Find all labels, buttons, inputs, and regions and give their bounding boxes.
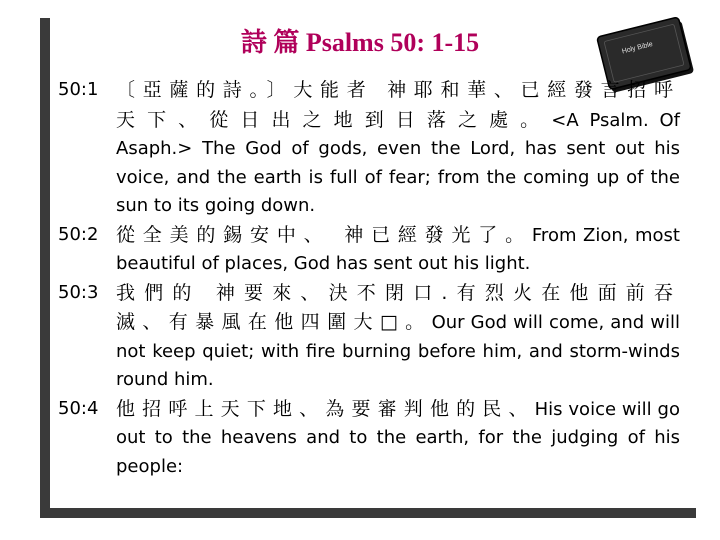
- verse-number: 50:1: [58, 79, 99, 100]
- verse-50-2: [58, 221, 680, 279]
- verse-text: [116, 279, 680, 395]
- verse-text: [116, 221, 680, 279]
- verse-chinese: 我們的 神要來、決不閉口.有烈火在他面前吞滅、有暴風在他四圍大□。: [116, 281, 680, 333]
- verse-english: His voice will go out to the heavens and to the earth, for the judging of his people:: [116, 398, 680, 477]
- verse-english: From Zion, most beautiful of places, God has sent out his light.: [116, 224, 680, 274]
- slide-title: 詩 篇 Psalms 50: 1-15: [240, 28, 480, 57]
- verse-number: 50:3: [58, 281, 99, 303]
- verse-50-3: [58, 279, 680, 395]
- verse-chinese: 從全美的錫安中、 神已經發光了。: [116, 223, 532, 246]
- verse-english: <A Psalm. Of Asaph.> The God of gods, even the Lord, has sent out his voice, and the earth is full of fear; from the coming up of the sun to its going down.: [116, 109, 680, 216]
- bottom-border-bar: [40, 508, 696, 518]
- verse-chinese: 他招呼上天下地、為要審判他的民、: [116, 397, 535, 420]
- verse-number: 50:2: [58, 223, 99, 245]
- verse-chinese: 〔亞薩的詩。〕大能者 神耶和華、已經發言招呼天下、從日出之地到日落之處。: [116, 79, 680, 131]
- left-border-bar: [40, 18, 50, 518]
- bible-cover-text: Holy Bible: [621, 40, 654, 56]
- verse-text: [116, 76, 680, 221]
- verse-text: [116, 395, 680, 482]
- verse-50-4: [58, 395, 680, 482]
- verse-number: 50:4: [58, 397, 99, 419]
- verse-english: Our God will come, and will not keep quiet; with fire burning before him, and storm-winds round him.: [116, 312, 681, 390]
- verses-list: [58, 76, 680, 481]
- verse-50-1: [58, 76, 680, 221]
